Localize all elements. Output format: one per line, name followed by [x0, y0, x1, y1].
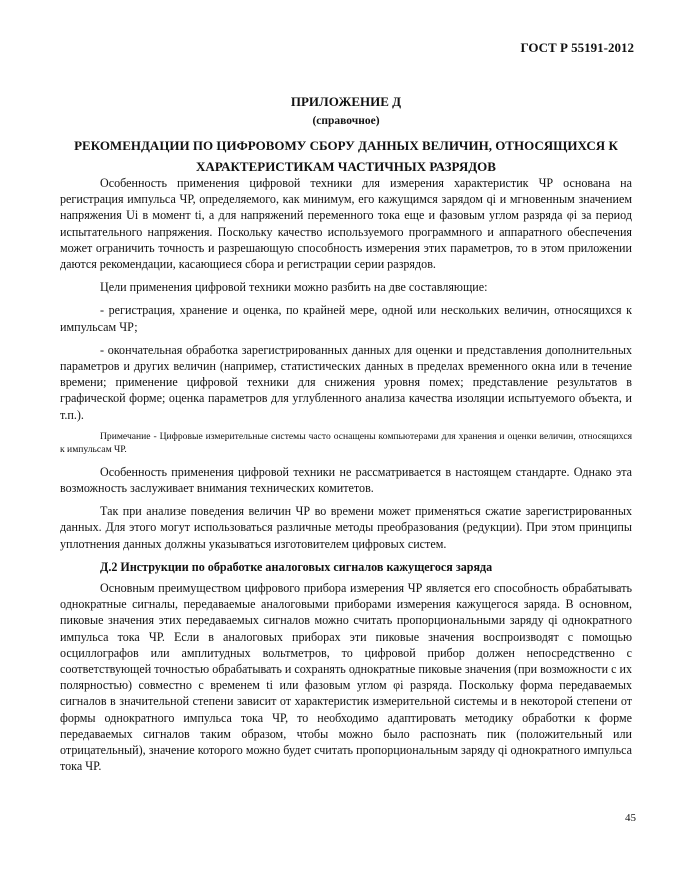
paragraph-instructions: Основным преимуществом цифрового прибора измерения ЧР является его способность обрабатывать однократные сигналы, передаваемые аналоговыми приборами измерения кажущегося заряда. В основном, пиковые значения этих передаваемых сигналов можно считать пропорциональными заряду qi однократного импульса тока ЧР. Если в аналоговых приборах эти пиковые значения воспроизводят с помощью осциллографов или амплитудных вольтметров, то цифровой прибор должен непосредственно с соответствующей точностью обрабатывать и сохранять однократные пиковые значения (при возможности с их полярностью) совместно с временем ti или фазовым углом φi разряда. Поскольку форма передаваемых сигналов в значительной степени зависит от характеристик измерительной системы и в некоторой степени от формы однократного импульса тока ЧР, то необходимо адаптировать методику обработки к форме передаваемых сигналов таким образом, чтобы можно было распознать пик (положительный или отрицательный), значение которого можно будет считать пропорциональным заряду qi однократного импульса тока ЧР. — [60, 581, 632, 774]
paragraph-scope: Особенность применения цифровой техники не рассматривается в настоящем стандарте. Однако эта возможность заслуживает внимания технических комитетов. — [60, 464, 632, 496]
appendix-heading: РЕКОМЕНДАЦИИ ПО ЦИФРОВОМУ СБОРУ ДАННЫХ ВЕЛИЧИН, ОТНОСЯЩИХСЯ К ХАРАКТЕРИСТИКАМ ЧАСТИЧНЫХ РАЗРЯДОВ — [74, 138, 618, 174]
standard-number: ГОСТ Р 55191-2012 — [520, 40, 634, 55]
paragraph-goals: Цели применения цифровой техники можно разбить на две составляющие: — [100, 280, 488, 295]
appendix-title: ПРИЛОЖЕНИЕ Д — [290, 94, 402, 109]
appendix-status: (справочное) — [312, 115, 380, 127]
list-item-processing: - окончательная обработка зарегистрированных данных для оценки и представления дополнительных параметров и других величин (например, статистических данных в пределах временного окна или в течение времени; применение цифровой техники для снижения уровня помех; представление результатов в графической форме; оценка параметров для углубленного анализа качества изоляции испытуемого объекта, и т.п.). — [60, 342, 632, 422]
paragraph-compression: Так при анализе поведения величин ЧР во времени может применяться сжатие зарегистрированных данных. Для этого могут использоваться различные методы преобразования (редукции). При этом принципы уплотнения данных должны указываться изготовителем цифровых систем. — [60, 504, 632, 551]
paragraph-intro: Особенность применения цифровой техники для измерения характеристик ЧР основана на регистрация импульса ЧР, определяемого, как минимум, его кажущимся зарядом qi и мгновенным значением напряжения Ui в момент ti, а для напряжений переменного тока еще и фазовым углом разряда φi за период испытательного напряжения. Поскольку качество используемого программного и аппаратного обеспечения может ограничить точность и разрешающую способность измерения этих параметров, то в этом приложении даются рекомендации, касающиеся сбора и регистрации серии разрядов. — [60, 176, 632, 272]
document-body — [60, 175, 632, 782]
note: Примечание - Цифровые измерительные системы часто оснащены компьютерами для хранения и оценки величин, относящихся к импульсам ЧР. — [60, 430, 632, 455]
list-item-registration: - регистрация, хранение и оценка, по крайней мере, одной или нескольких величин, относящихся к импульсам ЧР; — [60, 303, 632, 334]
page-number: 45 — [625, 812, 636, 824]
section-title: Д.2 Инструкции по обработке аналоговых сигналов кажущегося заряда — [100, 559, 493, 574]
